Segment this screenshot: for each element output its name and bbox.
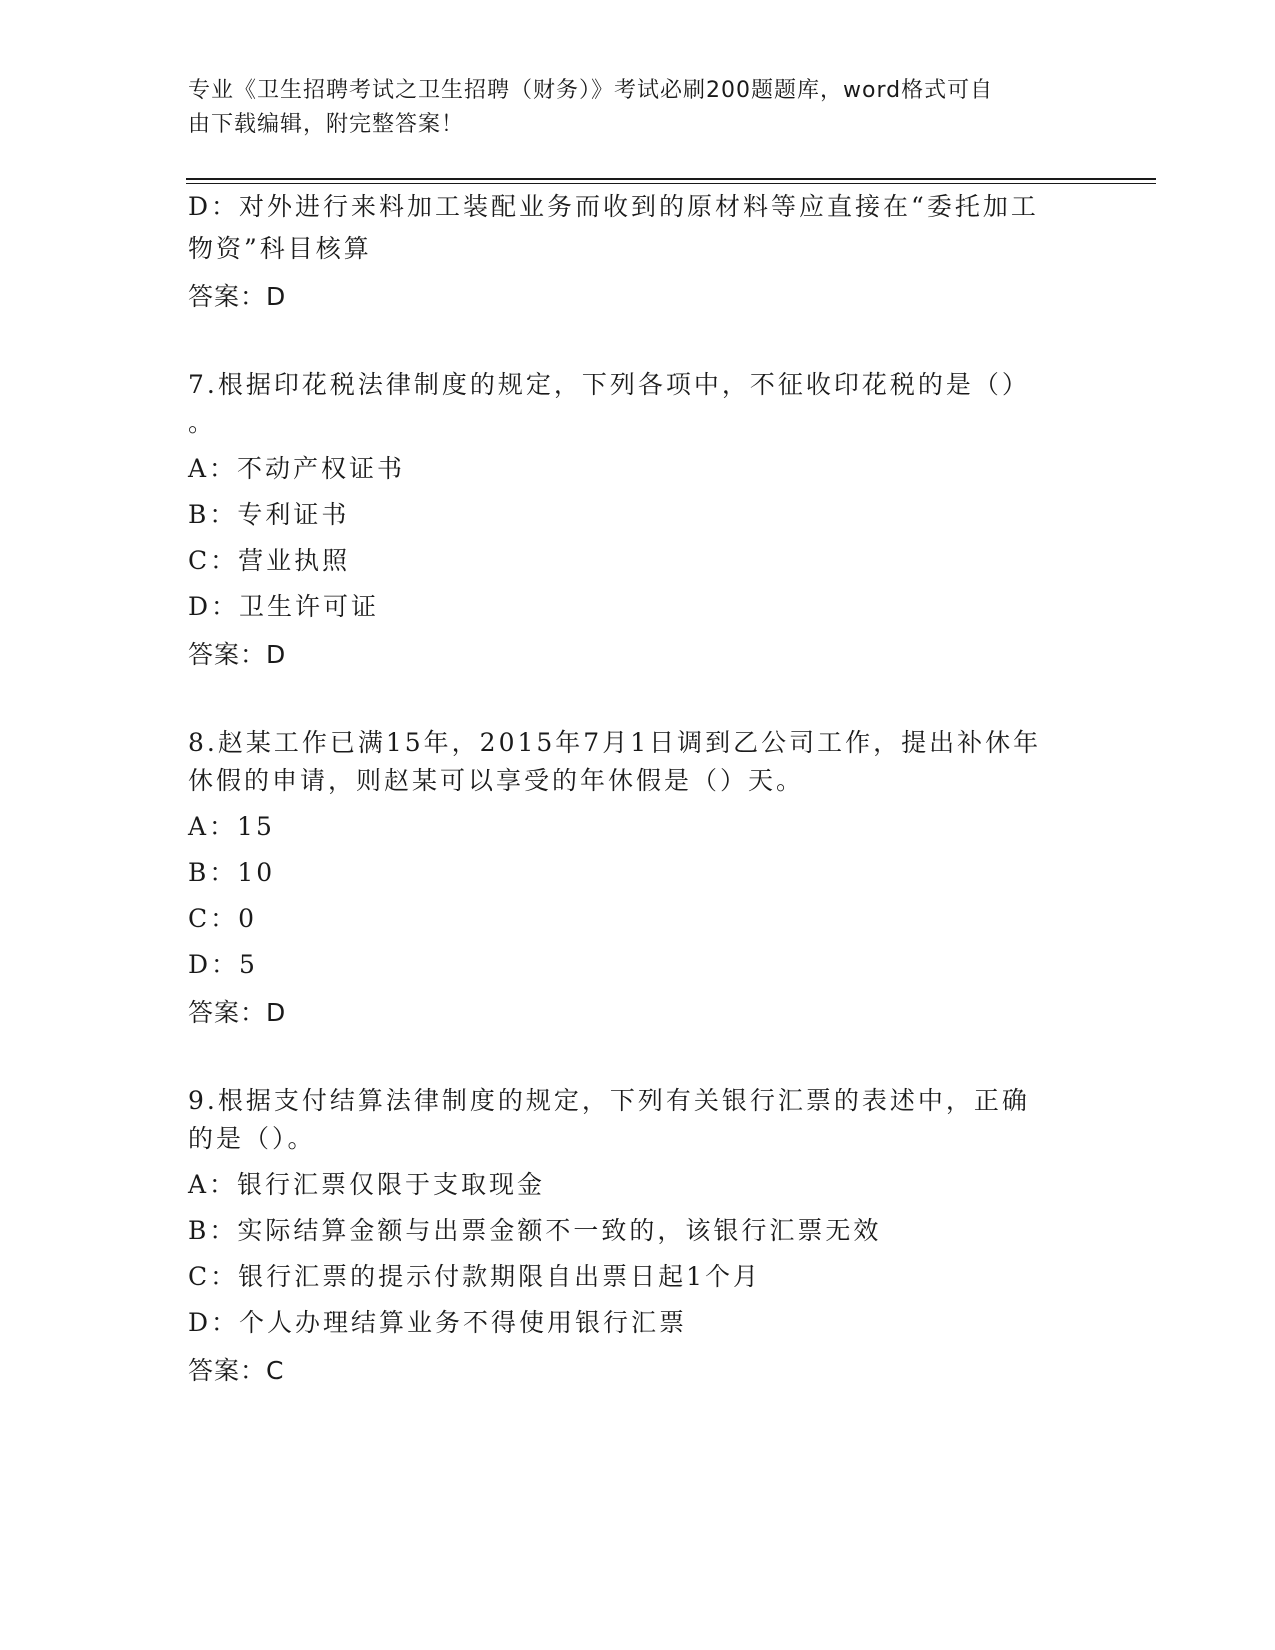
- option-c: C：0: [188, 904, 258, 933]
- option-a: A：银行汇票仅限于支取现金: [188, 1170, 546, 1199]
- question-7: [188, 366, 1088, 674]
- document-header: [188, 74, 1068, 142]
- option-b: B：10: [188, 858, 276, 887]
- option-b: B：专利证书: [188, 500, 350, 529]
- answer-line: 答案：D: [188, 640, 287, 669]
- answer-line: 答案：D: [188, 998, 287, 1027]
- option-d: D：卫生许可证: [188, 592, 380, 621]
- option-d: D：个人办理结算业务不得使用银行汇票: [188, 1308, 688, 1337]
- carryover-option-line-1: D：对外进行来料加工装配业务而收到的原材料等应直接在“委托加工: [188, 192, 1039, 221]
- question-stem-line-2: 休假的申请，则赵某可以享受的年休假是（）天。: [188, 766, 805, 795]
- option-c: C：营业执照: [188, 546, 351, 575]
- header-divider-thin: [186, 183, 1156, 184]
- header-line-2: 由下载编辑，附完整答案！: [188, 112, 465, 137]
- option-d: D：5: [188, 950, 258, 979]
- carryover-option-line-2: 物资”科目核算: [188, 234, 372, 263]
- question-8: [188, 724, 1088, 1032]
- option-b: B：实际结算金额与出票金额不一致的，该银行汇票无效: [188, 1216, 882, 1245]
- answer-line: 答案：D: [188, 282, 287, 311]
- question-9: [188, 1082, 1088, 1390]
- question-stem-line-1: 9.根据支付结算法律制度的规定，下列有关银行汇票的表述中，正确: [188, 1086, 1030, 1115]
- option-c: C：银行汇票的提示付款期限自出票日起1个月: [188, 1262, 762, 1291]
- question-stem-line-2: 的是（）。: [188, 1124, 316, 1153]
- question-stem-line-1: 8.赵某工作已满15年，2015年7月1日调到乙公司工作，提出补休年: [188, 728, 1042, 757]
- question-stem-line-2: 。: [188, 408, 217, 437]
- header-line-1: 专业《卫生招聘考试之卫生招聘（财务）》考试必刷200题题库，word格式可自: [188, 78, 994, 103]
- option-a: A：15: [188, 812, 275, 841]
- question-stem-line-1: 7.根据印花税法律制度的规定，下列各项中，不征收印花税的是（）: [188, 370, 1030, 399]
- option-a: A：不动产权证书: [188, 454, 406, 483]
- header-divider-thick: [186, 178, 1156, 180]
- question-content: [188, 188, 1088, 1390]
- carryover-block: [188, 188, 1088, 316]
- answer-line: 答案：C: [188, 1356, 285, 1385]
